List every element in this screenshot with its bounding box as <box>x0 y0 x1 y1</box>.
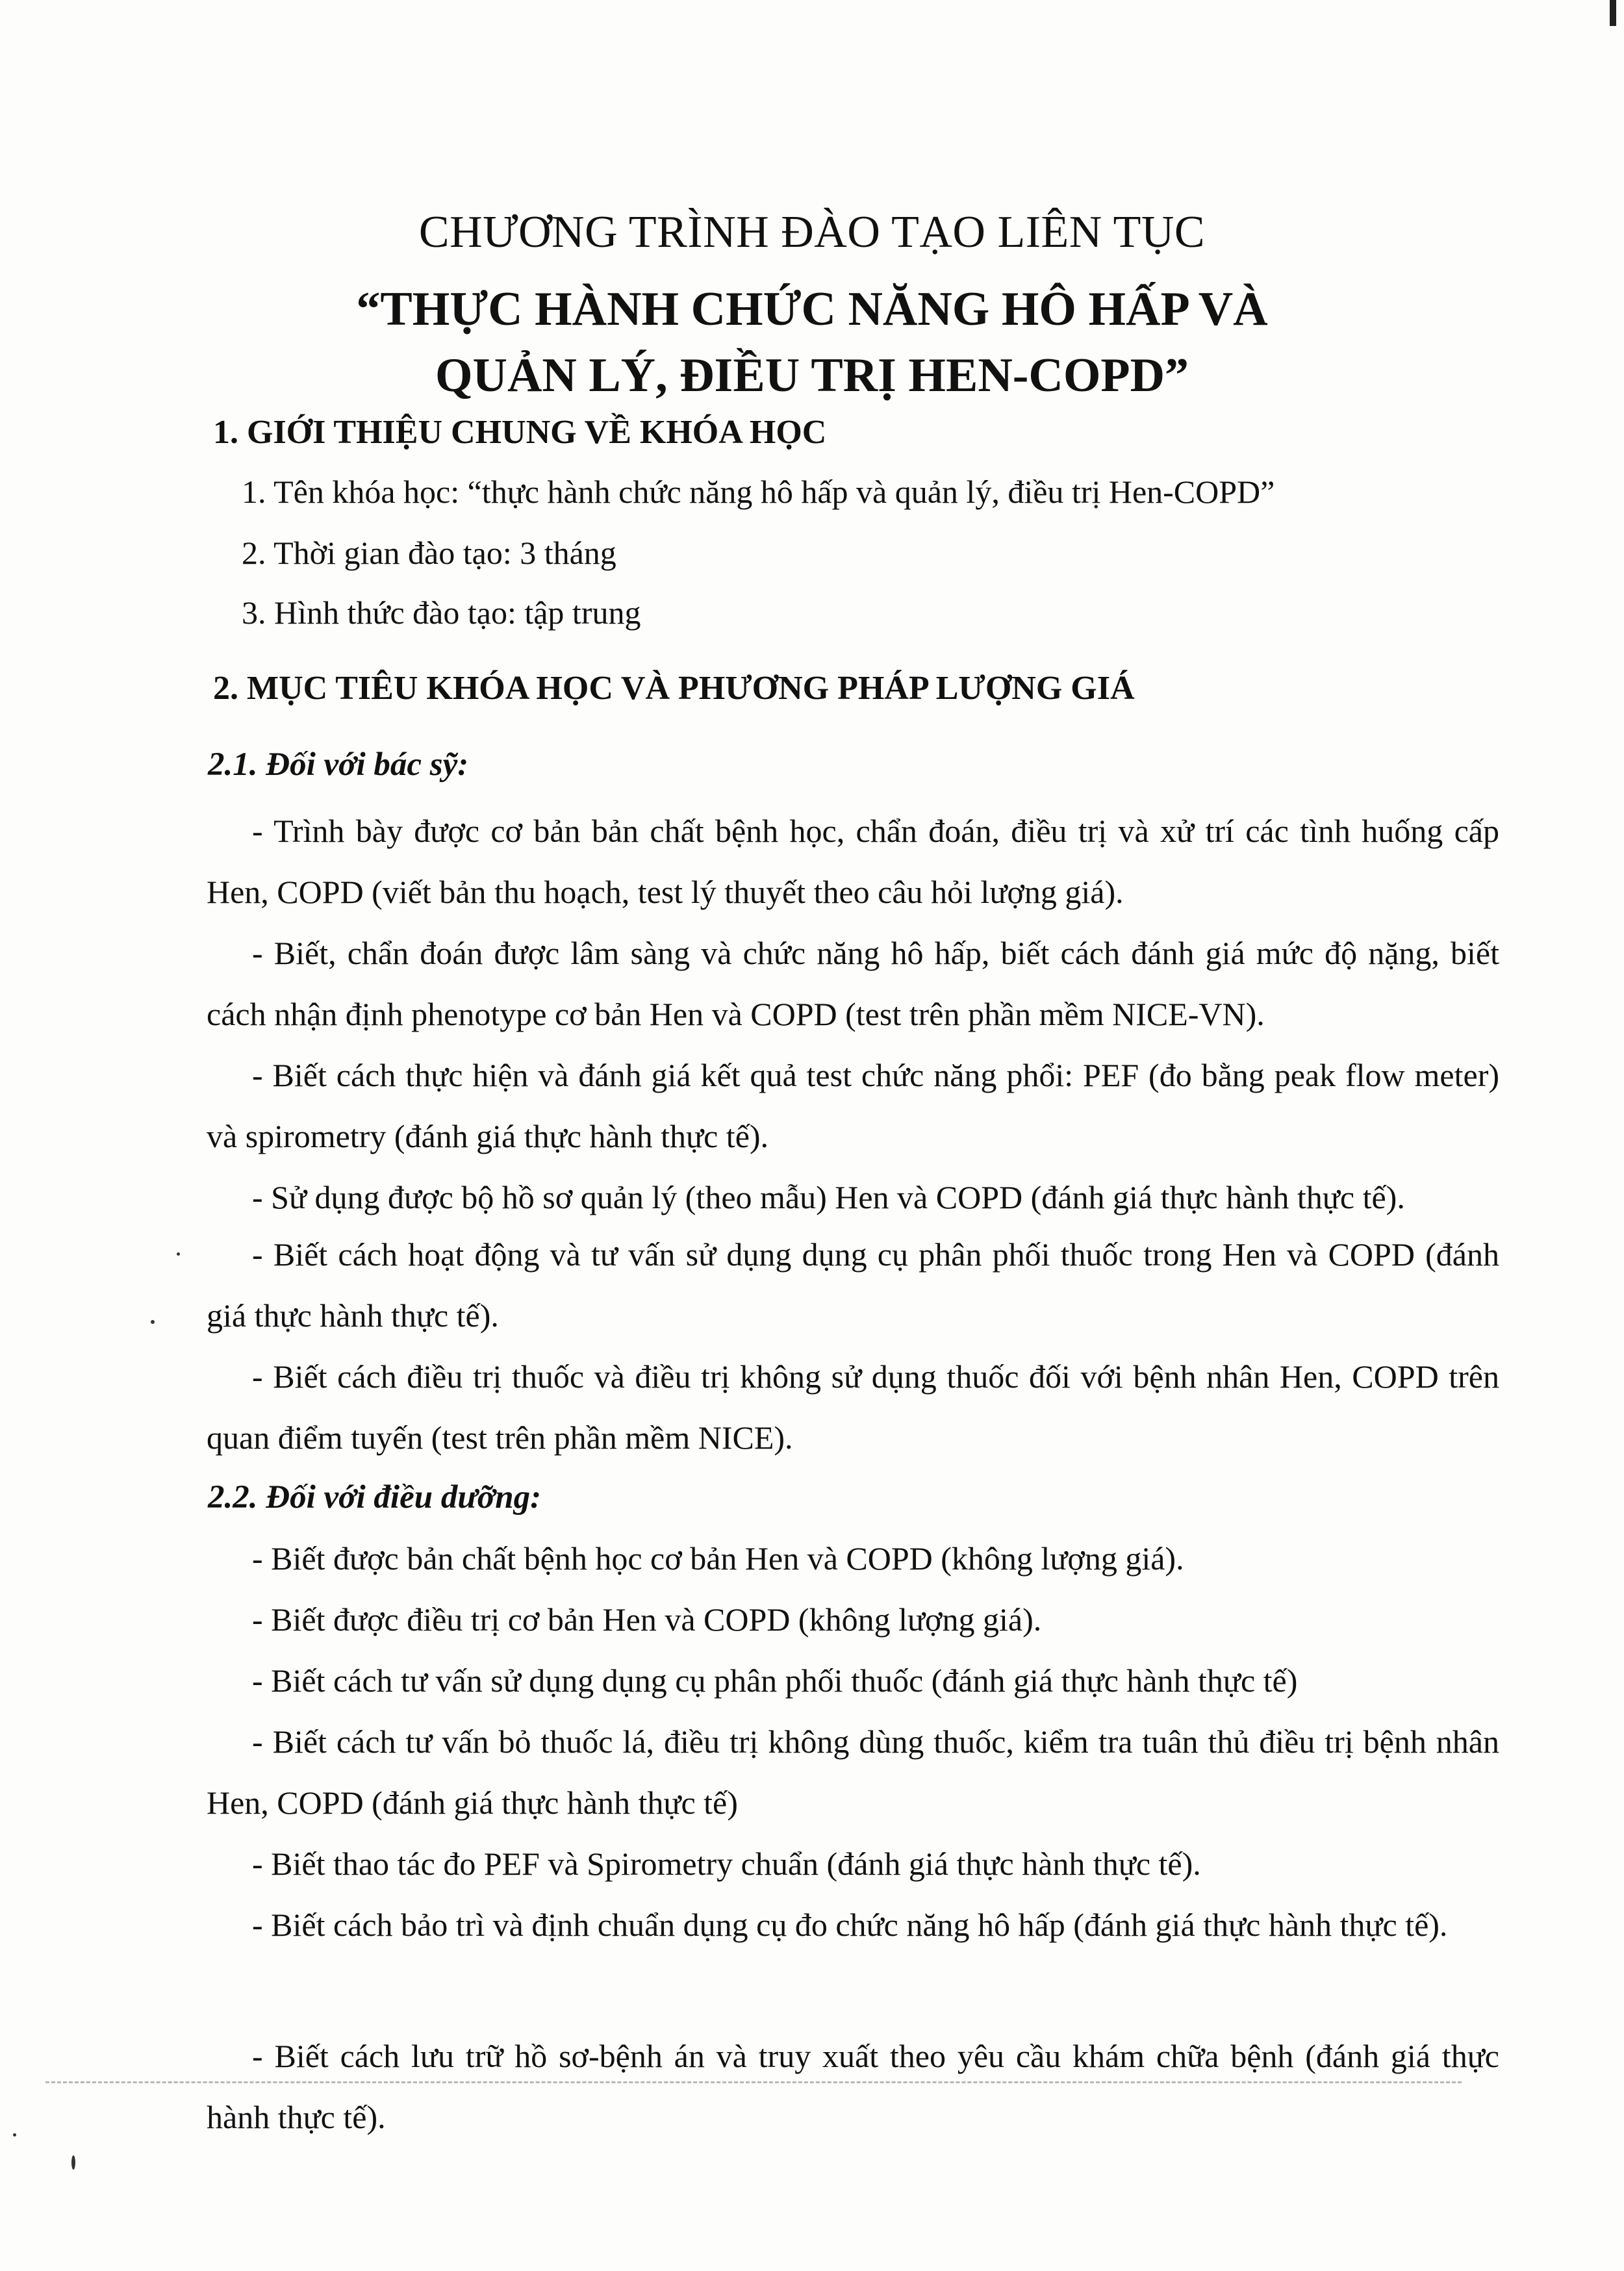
nurse-objective-7: - Biết cách lưu trữ hồ sơ-bệnh án và truy xuất theo yêu cầu khám chữa bệnh (đánh giá thực hành thực tế). <box>207 2038 1499 2135</box>
subsection-doctors-heading: 2.1. Đối với bác sỹ: <box>208 746 469 783</box>
scan-speck <box>151 1320 155 1324</box>
doctor-objective-3: - Biết cách thực hiện và đánh giá kết quả test chức năng phổi: PEF (đo bằng peak flow meter) và spirometry (đánh giá thực hành thực tế). <box>207 1057 1499 1154</box>
doctor-objective-6: - Biết cách điều trị thuốc và điều trị không sử dụng thuốc đối với bệnh nhân Hen, COPD trên quan điểm tuyến (test trên phần mềm NICE). <box>207 1358 1499 1456</box>
training-format-item: 3. Hình thức đào tạo: tập trung <box>242 594 641 631</box>
course-title-line-1: “THỰC HÀNH CHỨC NĂNG HÔ HẤP VÀ <box>356 283 1268 336</box>
scan-speck <box>71 2155 75 2170</box>
course-title-line-2: QUẢN LÝ, ĐIỀU TRỊ HEN-COPD” <box>435 349 1189 402</box>
doctor-objective-5: - Biết cách hoạt động và tư vấn sử dụng dụng cụ phân phối thuốc trong Hen và COPD (đánh giá thực hành thực tế). <box>207 1236 1499 1334</box>
nurse-objective-1: - Biết được bản chất bệnh học cơ bản Hen và COPD (không lượng giá). <box>252 1540 1184 1577</box>
doctor-objective-2: - Biết, chẩn đoán được lâm sàng và chức năng hô hấp, biết cách đánh giá mức độ nặng, biết cách nhận định phenotype cơ bản Hen và COPD (test trên phần mềm NICE-VN). <box>207 935 1499 1032</box>
nurse-objective-5: - Biết thao tác đo PEF và Spirometry chuẩn (đánh giá thực hành thực tế). <box>252 1846 1201 1882</box>
nurse-objective-3: - Biết cách tư vấn sử dụng dụng cụ phân phối thuốc (đánh giá thực hành thực tế) <box>252 1662 1298 1699</box>
subsection-nurses-heading: 2.2. Đối với điều dưỡng: <box>208 1479 542 1516</box>
scan-dashed-line <box>45 2081 1462 2083</box>
scan-speck <box>177 1252 180 1256</box>
program-title: CHƯƠNG TRÌNH ĐÀO TẠO LIÊN TỤC <box>418 207 1206 257</box>
scan-edge-mark <box>1610 0 1616 26</box>
scan-speck <box>13 2133 16 2137</box>
doctor-objective-4: - Sử dụng được bộ hồ sơ quản lý (theo mẫu) Hen và COPD (đánh giá thực hành thực tế). <box>252 1179 1405 1215</box>
nurse-objective-6: - Biết cách bảo trì và định chuẩn dụng cụ đo chức năng hô hấp (đánh giá thực hành thực tế). <box>252 1907 1448 1943</box>
nurse-objective-2: - Biết được điều trị cơ bản Hen và COPD (không lượng giá). <box>252 1601 1042 1638</box>
doctor-objective-1: - Trình bày được cơ bản bản chất bệnh học, chẩn đoán, điều trị và xử trí các tình huống cấp Hen, COPD (viết bản thu hoạch, test lý thuyết theo câu hỏi lượng giá). <box>207 813 1499 910</box>
section-1-heading: 1. GIỚI THIỆU CHUNG VỀ KHÓA HỌC <box>213 414 827 451</box>
course-name-item: 1. Tên khóa học: “thực hành chức năng hô hấp và quản lý, điều trị Hen-COPD” <box>242 474 1275 510</box>
section-2-heading: 2. MỤC TIÊU KHÓA HỌC VÀ PHƯƠNG PHÁP LƯỢNG GIÁ <box>213 670 1135 707</box>
training-duration-item: 2. Thời gian đào tạo: 3 tháng <box>242 535 616 571</box>
nurse-objective-4: - Biết cách tư vấn bỏ thuốc lá, điều trị không dùng thuốc, kiểm tra tuân thủ điều trị bệnh nhân Hen, COPD (đánh giá thực hành thực tế) <box>207 1723 1499 1821</box>
